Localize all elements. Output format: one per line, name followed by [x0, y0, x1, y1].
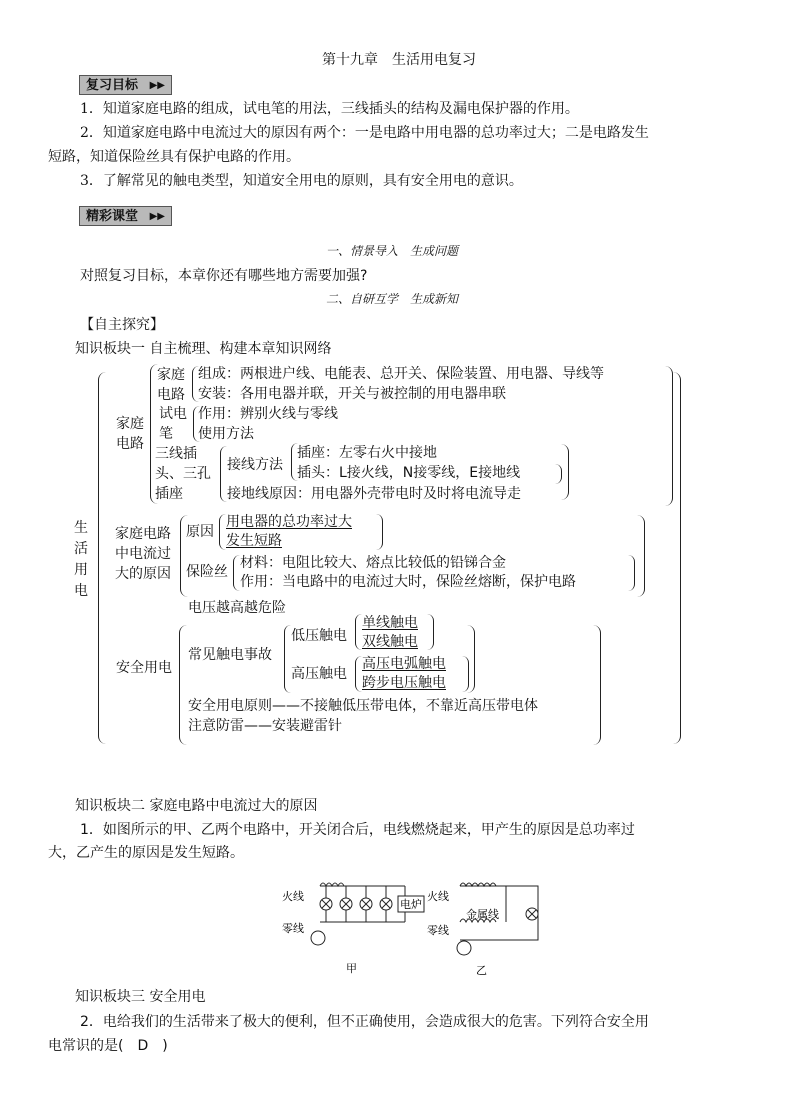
plug-rule: 插头：L接火线，N接零线，E接地线 — [297, 465, 521, 481]
question-1-line: 1．如图所示的甲、乙两个电路中，开关闭合后，电线燃烧起来，甲产生的原因是总功率过 — [80, 822, 635, 838]
arrow-icon: ▶▶ — [149, 211, 165, 222]
section-badge-goals — [79, 75, 172, 95]
live-wire-label: 火线 — [427, 890, 449, 903]
question-2-line: 电常识的是( D ) — [48, 1038, 168, 1054]
intro-question: 对照复习目标，本章你还有哪些地方需要加强? — [80, 268, 368, 284]
voltage-danger: 电压越高越危险 — [188, 600, 286, 616]
installation-text: 安装：各用电器并联，开关与被控制的用电器串联 — [198, 386, 506, 402]
double-wire-shock: 双线触电 — [362, 634, 418, 650]
wiring-method: 接线方法 — [227, 457, 283, 473]
common-shock-label: 常见触电事故 — [188, 647, 272, 663]
brace — [233, 555, 240, 591]
brace — [355, 656, 362, 692]
low-voltage-shock: 低压触电 — [291, 628, 347, 644]
brace — [466, 625, 475, 693]
brace — [355, 614, 362, 650]
step-voltage-shock: 跨步电压触电 — [362, 675, 446, 691]
block-heading: 知识板块二 家庭电路中电流过大的原因 — [75, 798, 318, 814]
block-heading: 知识板块三 安全用电 — [75, 989, 206, 1005]
brace — [284, 625, 291, 693]
fuse-label: 保险丝 — [186, 564, 228, 580]
brace — [628, 555, 635, 591]
metal-wire-label: 金属线 — [466, 908, 499, 921]
arc-shock: 高压电弧触电 — [362, 656, 446, 672]
ground-reason: 接地线原因：用电器外壳带电时及时将电流导走 — [227, 486, 521, 502]
arrow-icon: ▶▶ — [149, 80, 165, 91]
section-heading: 一、情景导入 生成问题 — [326, 244, 459, 258]
badge-label: 复习目标 — [86, 78, 139, 93]
goal-line: 短路，知道保险丝具有保护电路的作用。 — [48, 149, 300, 165]
meter-icon — [311, 931, 325, 945]
test-pen-label: 试电 笔 — [159, 406, 187, 442]
cause-short: 发生短路 — [226, 533, 282, 549]
safety-label: 安全用电 — [116, 660, 172, 676]
home-circuit-label: 家庭 电路 — [116, 416, 144, 452]
lightning-protection: 注意防雷——安装避雷针 — [188, 718, 342, 734]
brace — [219, 514, 226, 550]
goal-line: 1．知道家庭电路的组成，试电笔的用法，三线插头的结构及漏电保护器的作用。 — [80, 101, 579, 117]
goal-line: 2．知道家庭电路中电流过大的原因有两个：一是电路中用电器的总功率过大；二是电路发生 — [80, 125, 649, 141]
stove-label: 电炉 — [400, 898, 422, 911]
burning-wire-icon — [460, 883, 496, 886]
composition-text: 组成：两根进户线、电能表、总开关、保险装置、用电器、导线等 — [198, 366, 604, 382]
bulb-icons — [320, 886, 392, 922]
three-wire-label: 三线插 头、三孔 插座 — [155, 446, 211, 502]
live-wire-label: 火线 — [282, 890, 304, 903]
brace — [560, 444, 569, 500]
brace — [179, 625, 188, 745]
neutral-wire-label: 零线 — [282, 922, 304, 935]
brace — [670, 372, 681, 744]
single-wire-shock: 单线触电 — [362, 615, 418, 631]
figure-label-b: 乙 — [476, 964, 487, 977]
brace — [636, 515, 645, 597]
test-pen-method: 使用方法 — [198, 426, 254, 442]
question-2-line: 2．电给我们的生活带来了极大的便利，但不正确使用，会造成很大的危害。下列符合安全用 — [80, 1014, 649, 1030]
safety-principle: 安全用电原则——不接触低压带电体，不靠近高压带电体 — [188, 698, 538, 714]
section-heading: 二、自研互学 生成新知 — [326, 292, 459, 306]
map-root: 生 活 用 电 — [74, 520, 88, 599]
neutral-wire-label: 零线 — [427, 924, 449, 937]
test-pen-use: 作用：辨别火线与零线 — [198, 406, 338, 422]
meter-icon — [457, 941, 471, 955]
brace — [592, 625, 601, 745]
section-badge-class — [79, 206, 172, 226]
socket-rule: 插座：左零右火中接地 — [297, 445, 437, 461]
brace — [98, 372, 111, 744]
figure-label-a: 甲 — [346, 962, 357, 975]
sub-home-circuit: 家庭 电路 — [157, 367, 185, 403]
overcurrent-label: 家庭电路 中电流过 大的原因 — [115, 526, 171, 582]
cause-overpower: 用电器的总功率过大 — [226, 514, 352, 530]
fuse-material: 材料：电阻比较大、熔点比较低的铅锑合金 — [240, 555, 506, 571]
brace — [220, 446, 227, 502]
question-1-line: 大，乙产生的原因是发生短路。 — [48, 845, 244, 861]
goal-line: 3．了解常见的触电类型，知道安全用电的原则，具有安全用电的意识。 — [80, 173, 523, 189]
brace — [427, 614, 434, 650]
brace — [376, 514, 383, 550]
circuit-figure — [280, 866, 550, 978]
self-explore-label: 【自主探究】 — [80, 317, 164, 333]
page-title: 第十九章 生活用电复习 — [322, 52, 476, 68]
block-heading: 知识板块一 自主梳理、构建本章知识网络 — [75, 341, 332, 357]
fuse-function: 作用：当电路中的电流过大时，保险丝熔断，保护电路 — [240, 574, 576, 590]
cause-label: 原因 — [186, 524, 214, 540]
high-voltage-shock: 高压触电 — [291, 666, 347, 682]
badge-label: 精彩课堂 — [86, 209, 139, 224]
